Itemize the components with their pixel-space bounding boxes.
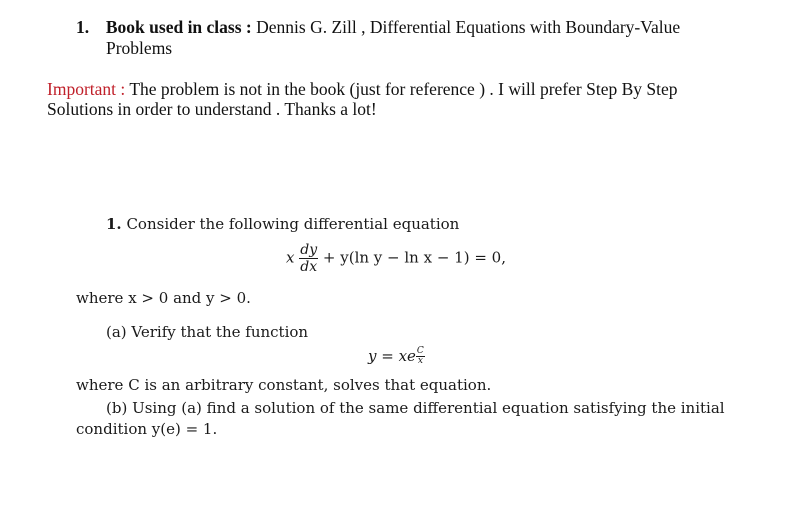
heading-number: 1. [76, 17, 90, 37]
book-heading [76, 17, 680, 38]
part-b-line1: (b) Using (a) find a solution of the same differential equation satisfying the initial [106, 399, 725, 417]
exponent-numerator: C [416, 346, 424, 356]
problem-intro-text: Consider the following differential equation [126, 215, 460, 233]
book-title-line1: Dennis G. Zill , Differential Equations with Boundary-Value [256, 17, 681, 37]
important-note-line1 [47, 79, 678, 100]
part-a: (a) Verify that the function [106, 323, 309, 341]
part-b-line2: condition y(e) = 1. [76, 420, 218, 438]
function-formula [368, 346, 425, 374]
important-text: The problem is not in the book (just for reference ) . I will prefer Step By Step [129, 79, 678, 99]
where-c-text: where C is an arbitrary constant, solves that equation. [76, 376, 492, 394]
problem-intro [106, 214, 459, 234]
book-label: Book used in class : [105, 17, 252, 37]
differential-equation [286, 243, 506, 274]
exponent-denominator: x [417, 356, 423, 366]
function-lhs: y = xe [368, 347, 416, 365]
eq-prefix: x [286, 248, 295, 267]
eq-rest: + y(ln y − ln x − 1) = 0, [322, 248, 506, 267]
important-note-line2: Solutions in order to understand . Thanks a lot! [47, 99, 377, 119]
eq-fraction [299, 243, 318, 274]
eq-numerator: dy [300, 242, 318, 258]
important-label: Important : [47, 79, 126, 99]
book-title-line2: Problems [106, 38, 173, 58]
function-exponent [416, 347, 425, 366]
eq-denominator: dx [300, 259, 318, 275]
domain-condition: where x > 0 and y > 0. [76, 289, 251, 307]
problem-number: 1. [106, 215, 122, 233]
